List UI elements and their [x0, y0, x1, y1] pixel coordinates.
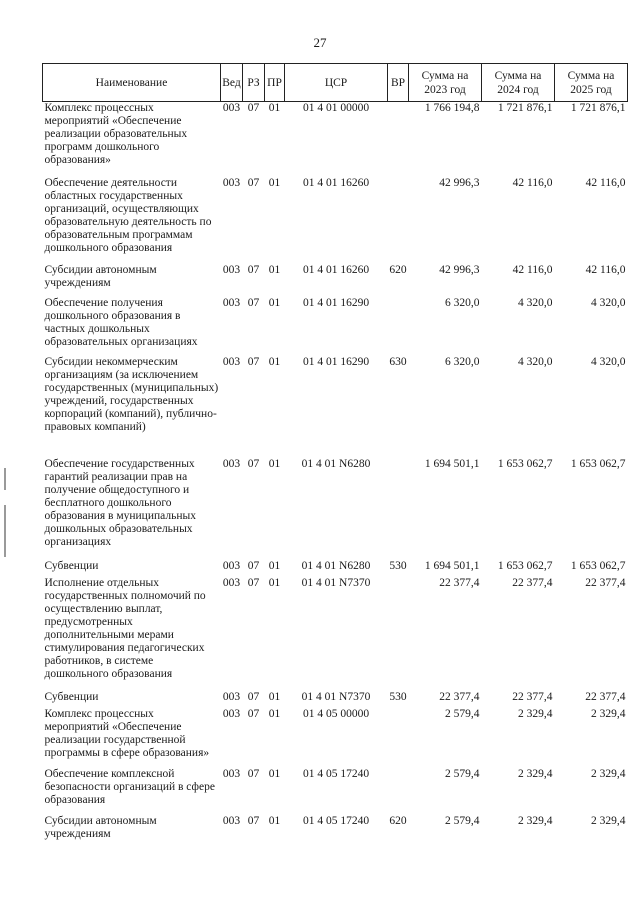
row-pr: 01 [268, 767, 281, 780]
row-sum-2024: 22 377,4 [512, 690, 553, 703]
row-pr: 01 [268, 457, 281, 470]
table-row [43, 458, 628, 560]
row-sum-2023: 1 694 501,1 [424, 559, 480, 572]
row-pr: 01 [268, 559, 281, 572]
row-sum-2024: 4 320,0 [518, 296, 553, 309]
row-csr: 01 4 01 N6280 [301, 457, 371, 470]
row-vr [388, 102, 409, 177]
row-sum-2023: 22 377,4 [439, 576, 480, 589]
row-sum-2025: 1 653 062,7 [570, 559, 626, 572]
row-sum-2024: 2 329,4 [518, 707, 553, 720]
row-sum-2025: 42 116,0 [585, 176, 626, 189]
row-vr: 530 [389, 690, 407, 703]
row-vr [388, 768, 409, 815]
row-csr: 01 4 01 00000 [302, 102, 370, 114]
row-name: Субвенции [44, 559, 99, 572]
row-rz: 07 [247, 355, 260, 368]
row-vr: 620 [389, 814, 407, 827]
row-name: Субсидии некоммерческим организациям (за исключением государственных (муниципальных) учреждений, государственных корпораций (компаний), публично-правовых компаний) [44, 355, 219, 433]
row-sum-2023: 42 996,3 [439, 176, 480, 189]
row-pr: 01 [268, 296, 281, 309]
table-row [43, 297, 628, 356]
row-csr: 01 4 05 17240 [302, 814, 370, 827]
row-pr: 01 [268, 176, 281, 189]
row-sum-2023: 42 996,3 [439, 263, 480, 276]
row-ved: 003 [222, 355, 241, 368]
row-sum-2023: 2 579,4 [445, 707, 480, 720]
table-row [43, 577, 628, 691]
row-rz: 07 [247, 707, 260, 720]
row-rz: 07 [247, 102, 260, 114]
row-sum-2023: 22 377,4 [439, 690, 480, 703]
row-vr: 630 [389, 355, 407, 368]
table-header-row [43, 64, 628, 102]
row-csr: 01 4 01 N7370 [301, 690, 371, 703]
row-ved: 003 [222, 767, 241, 780]
row-rz: 07 [247, 457, 260, 470]
row-rz: 07 [247, 176, 260, 189]
row-pr: 01 [268, 263, 281, 276]
row-sum-2025: 4 320,0 [591, 296, 626, 309]
row-sum-2024: 1 653 062,7 [497, 559, 553, 572]
row-pr: 01 [268, 814, 281, 827]
row-name: Исполнение отдельных государственных полномочий по осуществлению выплат, предусмотренных дополнительными мерами стимулирования педагогических работников, в системе дошкольного образования [44, 576, 206, 680]
header-sum-2023: Сумма на 2023 год [409, 64, 482, 102]
table-row [43, 264, 628, 297]
row-rz: 07 [247, 576, 260, 589]
row-vr [388, 297, 409, 356]
header-vr: ВР [388, 64, 409, 102]
row-sum-2023: 1 766 194,8 [424, 102, 480, 114]
row-sum-2024: 42 116,0 [512, 263, 553, 276]
budget-table [42, 63, 628, 847]
row-sum-2024: 22 377,4 [512, 576, 553, 589]
header-rz: РЗ [243, 64, 265, 102]
row-name: Субвенции [44, 690, 99, 703]
row-name: Комплекс процессных мероприятий «Обеспечение реализации образовательных программ дошкольного образования» [44, 102, 188, 166]
row-sum-2025: 22 377,4 [585, 690, 626, 703]
row-csr: 01 4 01 16290 [302, 355, 370, 368]
table-row [43, 815, 628, 847]
header-ved: Вед [221, 64, 243, 102]
row-sum-2023: 6 320,0 [445, 296, 480, 309]
row-sum-2025: 2 329,4 [591, 814, 626, 827]
row-csr: 01 4 01 16260 [302, 176, 370, 189]
row-pr: 01 [268, 690, 281, 703]
row-csr: 01 4 01 16260 [302, 263, 370, 276]
row-pr: 01 [268, 355, 281, 368]
binding-margin-mark [4, 468, 6, 490]
header-pr: ПР [265, 64, 285, 102]
row-vr: 620 [389, 263, 407, 276]
row-name: Субсидии автономным учреждениям [44, 814, 157, 840]
header-sum-2025: Сумма на 2025 год [555, 64, 628, 102]
binding-margin-mark [4, 505, 6, 557]
row-csr: 01 4 01 N7370 [301, 576, 371, 589]
page-number: 27 [313, 35, 327, 50]
row-sum-2025: 2 329,4 [591, 707, 626, 720]
row-ved: 003 [222, 707, 241, 720]
row-ved: 003 [222, 814, 241, 827]
row-rz: 07 [247, 559, 260, 572]
row-sum-2024: 42 116,0 [512, 176, 553, 189]
row-ved: 003 [222, 263, 241, 276]
row-ved: 003 [222, 176, 241, 189]
row-sum-2025: 22 377,4 [585, 576, 626, 589]
row-sum-2023: 2 579,4 [445, 814, 480, 827]
header-name: Наименование [43, 64, 221, 102]
row-sum-2024: 1 653 062,7 [497, 457, 553, 470]
row-csr: 01 4 01 N6280 [301, 559, 371, 572]
row-name: Комплекс процессных мероприятий «Обеспечение реализации государственной программы в сфере образования» [44, 707, 210, 759]
row-ved: 003 [222, 690, 241, 703]
row-sum-2025: 1 653 062,7 [570, 457, 626, 470]
row-vr [388, 458, 409, 560]
row-ved: 003 [222, 576, 241, 589]
table-body [43, 102, 628, 847]
row-name: Обеспечение деятельности областных государственных организаций, осуществляющих образовательную деятельность по образовательным программам дошкольного образования [44, 176, 212, 254]
row-sum-2025: 2 329,4 [591, 767, 626, 780]
row-ved: 003 [222, 457, 241, 470]
row-sum-2024: 1 721 876,1 [497, 102, 553, 114]
row-pr: 01 [268, 102, 281, 114]
row-sum-2025: 1 721 876,1 [570, 102, 626, 114]
table-row [43, 560, 628, 577]
row-ved: 003 [222, 296, 241, 309]
row-vr [388, 708, 409, 768]
row-ved: 003 [222, 559, 241, 572]
row-vr [388, 177, 409, 264]
table-row [43, 768, 628, 815]
row-sum-2025: 42 116,0 [585, 263, 626, 276]
row-rz: 07 [247, 814, 260, 827]
row-csr: 01 4 05 00000 [302, 707, 370, 720]
row-sum-2023: 1 694 501,1 [424, 457, 480, 470]
row-vr: 530 [389, 559, 407, 572]
row-pr: 01 [268, 576, 281, 589]
header-sum-2024: Сумма на 2024 год [482, 64, 555, 102]
row-name: Обеспечение государственных гарантий реализации прав на получение общедоступного и бесплатного дошкольного образования в муниципальных дошкольных образовательных организациях [44, 457, 196, 548]
row-vr [388, 577, 409, 691]
table-row [43, 102, 628, 177]
row-csr: 01 4 05 17240 [302, 767, 370, 780]
row-name: Обеспечение комплексной безопасности организаций в сфере образования [44, 767, 215, 806]
row-name: Обеспечение получения дошкольного образования в частных дошкольных образовательных организациях [44, 296, 198, 348]
row-ved: 003 [222, 102, 241, 114]
row-sum-2023: 2 579,4 [445, 767, 480, 780]
row-csr: 01 4 01 16290 [302, 296, 370, 309]
row-sum-2024: 2 329,4 [518, 767, 553, 780]
row-rz: 07 [247, 263, 260, 276]
table-row [43, 177, 628, 264]
row-sum-2024: 4 320,0 [518, 355, 553, 368]
row-rz: 07 [247, 690, 260, 703]
header-csr: ЦСР [285, 64, 388, 102]
row-sum-2024: 2 329,4 [518, 814, 553, 827]
table-row [43, 691, 628, 708]
row-rz: 07 [247, 767, 260, 780]
row-sum-2023: 6 320,0 [445, 355, 480, 368]
row-name: Субсидии автономным учреждениям [44, 263, 157, 289]
row-pr: 01 [268, 707, 281, 720]
row-rz: 07 [247, 296, 260, 309]
row-sum-2025: 4 320,0 [591, 355, 626, 368]
table-row [43, 356, 628, 458]
table-row [43, 708, 628, 768]
